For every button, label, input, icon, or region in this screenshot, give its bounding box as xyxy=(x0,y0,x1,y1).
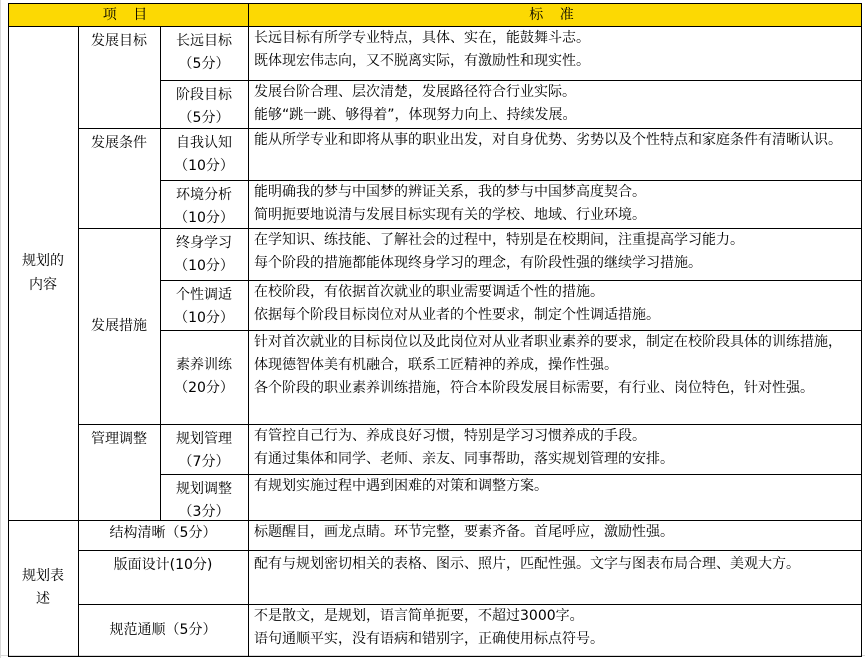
header-standard: 标 准 xyxy=(248,3,861,26)
item-name: 个性调适 xyxy=(176,287,232,303)
item-name: 环境分析 xyxy=(176,187,232,203)
criteria-line: 能从所学专业和即将从事的职业出发，对自身优势、劣势以及个性特点和家庭条件有清晰认识。 xyxy=(254,132,842,148)
section-label-content xyxy=(8,26,78,520)
group-label: 发展目标 xyxy=(91,33,147,49)
criteria-line: 语句通顺平实，没有语病和错别字，正确使用标点符号。 xyxy=(254,631,604,647)
item-score: （10分） xyxy=(174,210,234,226)
row-label xyxy=(160,280,248,330)
criteria-line: 长远目标有所学专业特点，具体、实在，能鼓舞斗志。 xyxy=(254,30,590,46)
criteria-cell xyxy=(248,474,861,520)
criteria-cell xyxy=(248,424,861,474)
item-score: （10分） xyxy=(174,310,234,326)
item-score: （7分） xyxy=(178,454,230,470)
table-border xyxy=(8,26,862,27)
header-item: 项 目 xyxy=(8,3,248,26)
table-border xyxy=(78,26,79,656)
criteria-line: 简明扼要地说清与发展目标实现有关的学校、地域、行业环境。 xyxy=(254,207,646,223)
criteria-cell xyxy=(248,228,861,280)
sheet-gridline xyxy=(0,0,1,658)
row-label xyxy=(160,180,248,228)
item-name: 规划调整 xyxy=(176,481,232,497)
criteria-line: 能够“跳一跳、够得着”，体现努力向上、持续发展。 xyxy=(254,107,577,123)
criteria-line: 依据每个阶段目标岗位对从业者的个性要求，制定个性调适措施。 xyxy=(254,307,660,323)
criteria-cell xyxy=(248,180,861,228)
criteria-cell xyxy=(248,128,861,180)
group-label: 发展条件 xyxy=(91,135,147,151)
section-name: 规划的内容 xyxy=(22,253,64,293)
item-score: （10分） xyxy=(174,258,234,274)
table-border xyxy=(160,180,862,181)
criteria-cell xyxy=(248,604,861,656)
criteria-line: 各个阶段的职业素养训练措施，符合本阶段发展目标需要，有行业、岗位特色，针对性强。 xyxy=(254,380,814,396)
row-label: 规范通顺（5分） xyxy=(109,621,217,638)
table-border xyxy=(8,656,862,657)
row-label xyxy=(160,80,248,128)
item-name: 自我认知 xyxy=(176,135,232,151)
criteria-cell xyxy=(248,80,861,128)
table-border xyxy=(248,3,249,657)
criteria-line: 既体现宏伟志向，又不脱离实际，有激励性和现实性。 xyxy=(254,53,590,69)
section-label-expression: 规划表述 xyxy=(22,568,64,607)
table-border xyxy=(78,550,862,551)
table-border xyxy=(8,3,9,657)
criteria-line: 标题醒目，画龙点睛。环节完整，要素齐备。首尾呼应，激励性强。 xyxy=(254,524,674,540)
table-border xyxy=(160,330,862,331)
item-name: 素养训练 xyxy=(176,357,232,373)
table-border xyxy=(78,228,862,229)
criteria-line: 有规划实施过程中遇到困难的对策和调整方案。 xyxy=(254,478,548,494)
item-name: 长远目标 xyxy=(176,33,232,49)
table-border xyxy=(8,520,862,521)
criteria-line: 有管控自己行为、养成良好习惯，特别是学习习惯养成的手段。 xyxy=(254,428,646,444)
criteria-line: 不是散文，是规划，语言简单扼要，不超过3000字。 xyxy=(254,608,584,624)
criteria-cell xyxy=(248,520,861,550)
criteria-line: 在校阶段，有依据首次就业的职业需要调适个性的措施。 xyxy=(254,284,604,300)
criteria-cell xyxy=(248,280,861,330)
criteria-line: 在学知识、练技能、了解社会的过程中，特别是在校期间，注重提高学习能力。 xyxy=(254,232,744,248)
item-score: （3分） xyxy=(178,504,230,520)
row-label xyxy=(160,228,248,280)
table-border xyxy=(160,474,862,475)
criteria-line: 配有与规划密切相关的表格、图示、照片，匹配性强。文字与图表布局合理、美观大方。 xyxy=(254,556,800,572)
table-border xyxy=(78,128,862,129)
item-score: （5分） xyxy=(178,56,230,72)
criteria-cell xyxy=(248,550,861,604)
item-score: （10分） xyxy=(174,158,234,174)
criteria-line: 每个阶段的措施都能体现终身学习的理念，有阶段性强的继续学习措施。 xyxy=(254,255,702,271)
table-border xyxy=(78,604,862,605)
criteria-cell xyxy=(248,26,861,80)
table-border xyxy=(78,424,862,425)
row-label xyxy=(160,474,248,520)
item-name: 终身学习 xyxy=(176,235,232,251)
group-label: 管理调整 xyxy=(91,431,147,447)
item-name: 阶段目标 xyxy=(176,87,232,103)
group-label: 发展措施 xyxy=(91,317,147,334)
criteria-line: 发展台阶合理、层次清楚，发展路径符合行业实际。 xyxy=(254,84,576,100)
criteria-line: 有通过集体和同学、老师、亲友、同事帮助，落实规划管理的安排。 xyxy=(254,451,674,467)
row-label xyxy=(160,330,248,424)
table-border xyxy=(861,3,862,657)
row-label xyxy=(160,424,248,474)
table-border xyxy=(160,280,862,281)
table-border xyxy=(160,80,862,81)
criteria-line: 针对首次就业的目标岗位以及此岗位对从业者职业素养的要求，制定在校阶段具体的训练措施，体现德智体美有机融合，联系工匠精神的养成，操作性强。 xyxy=(254,334,842,373)
item-score: （20分） xyxy=(174,380,234,396)
criteria-line: 能明确我的梦与中国梦的辨证关系，我的梦与中国梦高度契合。 xyxy=(254,184,646,200)
row-label: 结构清晰（5分） xyxy=(109,525,217,541)
criteria-cell xyxy=(248,330,861,424)
table-border xyxy=(160,26,161,520)
item-score: （5分） xyxy=(178,110,230,126)
row-label xyxy=(160,26,248,80)
item-name: 规划管理 xyxy=(176,431,232,447)
row-label: 版面设计(10分) xyxy=(113,557,213,573)
row-label xyxy=(160,128,248,180)
table-border xyxy=(8,3,862,4)
